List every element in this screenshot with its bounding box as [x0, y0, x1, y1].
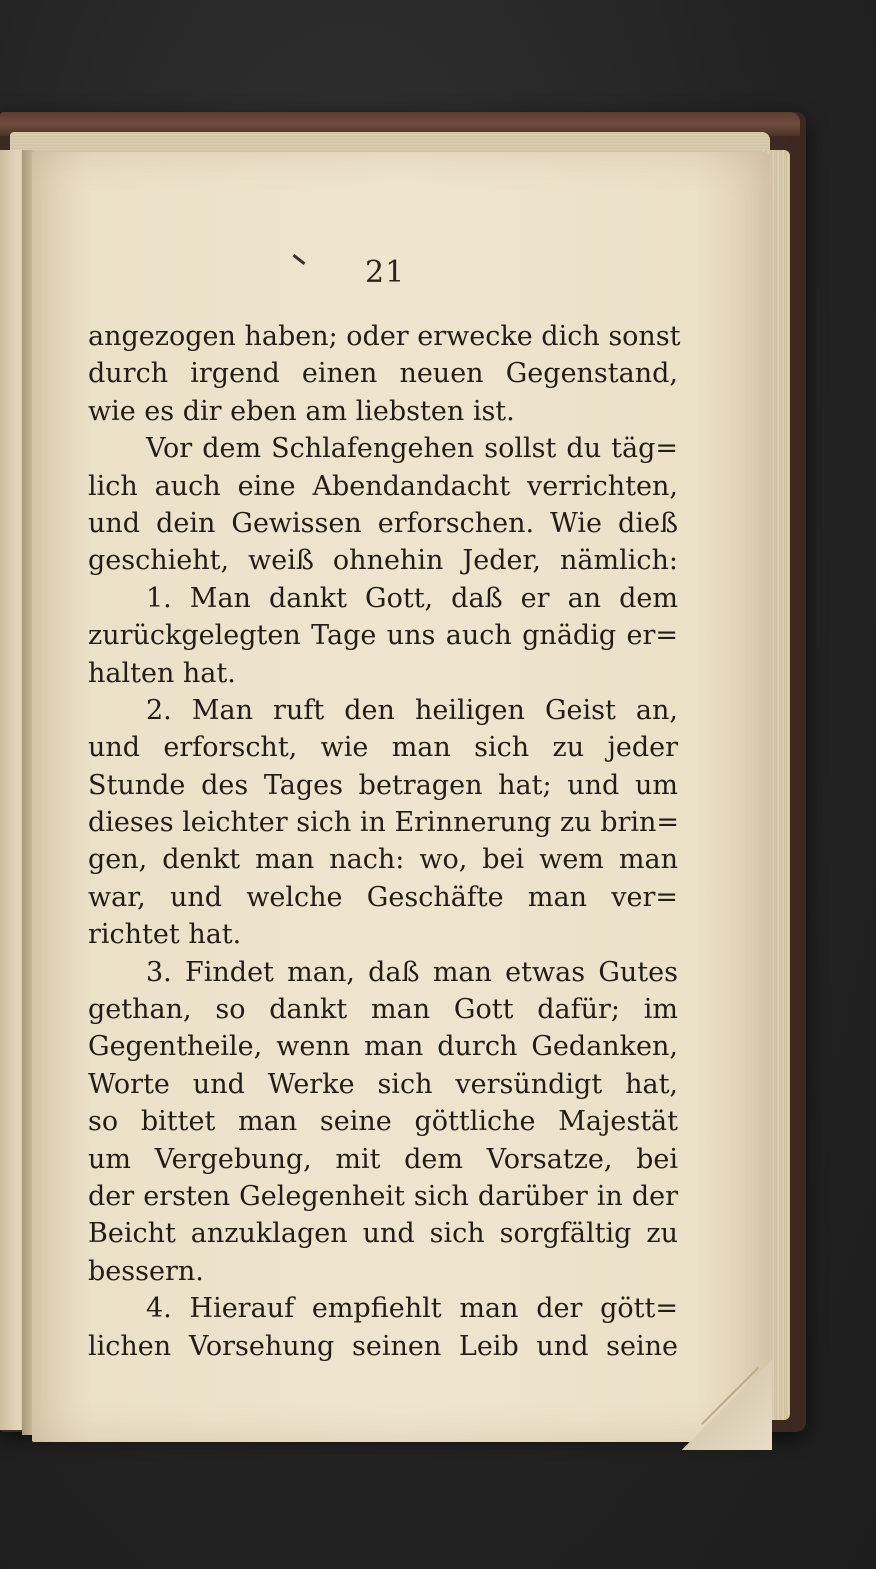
text-line: um Vergebung, mit dem Vorsatze, bei	[88, 1143, 678, 1175]
text-line: lichen Vorsehung seinen Leib und seine	[88, 1330, 678, 1362]
folded-page-corner	[682, 1360, 772, 1450]
text-line: halten hat.	[88, 657, 236, 689]
text-line: Vor dem Schlafengehen sollst du täg=	[146, 433, 678, 465]
text-line: durch irgend einen neuen Gegenstand,	[88, 358, 678, 390]
text-line: lich auch eine Abendandacht verrichten,	[88, 470, 678, 502]
text-line: Beicht anzuklagen und sich sorgfältig zu	[88, 1218, 678, 1250]
page-text	[88, 318, 681, 1365]
text-line: 1. Man dankt Gott, daß er an dem	[146, 582, 678, 614]
text-line: gen, denkt man nach: wo, bei wem man	[88, 844, 678, 876]
text-line: und erforscht, wie man sich zu jeder	[88, 732, 678, 764]
text-line: zurückgelegten Tage uns auch gnädig er=	[88, 620, 678, 652]
text-line: wie es dir eben am liebsten ist.	[88, 395, 515, 427]
text-line: Gegentheile, wenn man durch Gedanken,	[88, 1031, 678, 1063]
text-line: war, und welche Geschäfte man ver=	[88, 881, 678, 913]
text-line: Worte und Werke sich versündigt hat,	[88, 1068, 678, 1100]
page-number: 21	[365, 255, 406, 290]
text-line: Stunde des Tages betragen hat; und um	[88, 769, 678, 801]
text-line: 4. Hierauf empfiehlt man der gött=	[146, 1293, 678, 1325]
text-line: und dein Gewissen erforschen. Wie dieß	[88, 507, 678, 539]
text-line: geschieht, weiß ohnehin Jeder, nämlich:	[88, 545, 678, 577]
text-line: angezogen haben; oder erwecke dich sonst	[88, 321, 681, 352]
text-line: gethan, so dankt man Gott dafür; im	[88, 994, 678, 1026]
text-line: bessern.	[88, 1255, 204, 1287]
text-line: 3. Findet man, daß man etwas Gutes	[146, 956, 678, 988]
text-line: dieses leichter sich in Erinnerung zu brin=	[88, 807, 680, 839]
text-line: der ersten Gelegenheit sich darüber in der	[88, 1180, 678, 1212]
text-line: so bittet man seine göttliche Majestät	[88, 1106, 678, 1138]
text-line: 2. Man ruft den heiligen Geist an,	[146, 694, 678, 726]
text-line: richtet hat.	[88, 919, 242, 951]
